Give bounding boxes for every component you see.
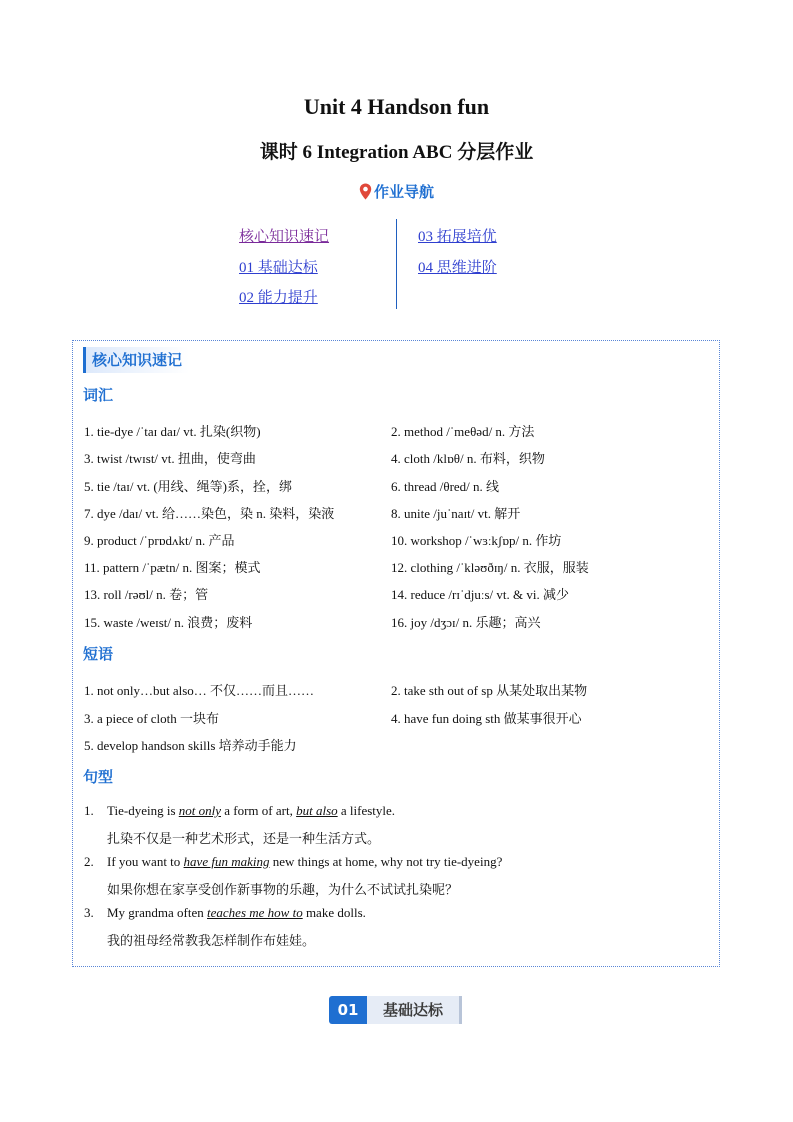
phrase-item: 5. develop handson skills 培养动手能力	[84, 738, 297, 753]
vocab-item: 14. reduce /rɪˈdjuːs/ vt. & vi. 减少	[391, 587, 570, 602]
vocab-item: 5. tie /taɪ/ vt. (用线、绳等)系，拴，绑	[84, 479, 292, 494]
sentence-text: make dolls.	[302, 905, 366, 920]
nav-link-extension[interactable]: 03 拓展培优	[418, 229, 497, 245]
nav-link-core-knowledge[interactable]: 核心知识速记	[239, 229, 330, 245]
vocab-item: 15. waste /weɪst/ n. 浪费；废料	[84, 615, 253, 630]
vocab-item: 6. thread /θred/ n. 线	[391, 479, 500, 494]
vocab-item: 12. clothing /ˈkləʊðɪŋ/ n. 衣服，服装	[391, 560, 589, 575]
sentence-english	[107, 905, 366, 921]
page-subtitle: 课时 6 Integration ABC 分层作业	[259, 142, 534, 163]
sentence-text: Tie-dyeing is	[107, 803, 179, 818]
sentence-key-phrase: have fun making	[183, 854, 270, 869]
vocab-item: 1. tie-dye /ˈtaɪ daɪ/ vt. 扎染(织物)	[84, 424, 261, 439]
sentence-chinese: 我的祖母经常教我怎样制作布娃娃。	[107, 933, 316, 948]
vocab-item: 2. method /ˈmeθəd/ n. 方法	[391, 424, 535, 439]
nav-heading-text: 作业导航	[373, 183, 434, 201]
sentence-text: a lifestyle.	[337, 803, 396, 818]
nav-link-basic[interactable]: 01 基础达标	[239, 260, 318, 276]
vocab-item: 7. dye /daɪ/ vt. 给……染色，染 n. 染料，染液	[84, 506, 335, 521]
sentence-chinese: 扎染不仅是一种艺术形式，还是一种生活方式。	[107, 831, 381, 846]
phrase-item: 4. have fun doing sth 做某事很开心	[391, 711, 582, 726]
sentence-text: If you want to	[107, 854, 184, 869]
sentence-chinese: 如果你想在家享受创作新事物的乐趣，为什么不试试扎染呢？	[107, 882, 459, 897]
section-tag-label: 基础达标	[367, 996, 462, 1024]
vocab-item: 3. twist /twɪst/ vt. 扭曲，使弯曲	[84, 451, 256, 466]
sentence-english	[107, 854, 502, 870]
section-tag-number: 01	[329, 996, 367, 1024]
phrases-heading: 短语	[83, 645, 114, 663]
core-knowledge-title: 核心知识速记	[83, 347, 189, 373]
vocab-item: 8. unite /juˈnaɪt/ vt. 解开	[391, 506, 521, 521]
homework-nav-heading	[0, 181, 793, 204]
sentence-text: My grandma often	[107, 905, 208, 920]
sentence-english	[107, 803, 395, 819]
sentence-number: 1.	[84, 803, 94, 818]
sentence-text: a form of art,	[221, 803, 297, 818]
phrase-item: 1. not only…but also… 不仅……而且……	[84, 683, 315, 698]
vocab-item: 11. pattern /ˈpætn/ n. 图案；模式	[84, 560, 261, 575]
vocab-item: 13. roll /rəʊl/ n. 卷；管	[84, 587, 209, 602]
sentence-number: 3.	[84, 905, 94, 920]
nav-link-thinking[interactable]: 04 思维进阶	[418, 260, 497, 276]
sentence-number: 2.	[84, 854, 94, 869]
vocab-item: 10. workshop /ˈwɜːkʃɒp/ n. 作坊	[391, 533, 562, 548]
sentences-heading: 句型	[83, 768, 114, 786]
location-pin-icon	[359, 183, 372, 204]
page-title: Unit 4 Handson fun	[303, 94, 490, 119]
vocab-item: 16. joy /dʒɔɪ/ n. 乐趣；高兴	[391, 615, 541, 630]
nav-divider	[396, 219, 397, 309]
sentence-key-phrase: teaches me how to	[207, 905, 303, 920]
phrase-item: 3. a piece of cloth 一块布	[84, 711, 220, 726]
nav-link-ability[interactable]: 02 能力提升	[239, 290, 318, 306]
sentence-key-phrase: not only	[178, 803, 221, 818]
vocab-item: 4. cloth /klɒθ/ n. 布料，织物	[391, 451, 545, 466]
section-tag-basic	[329, 996, 463, 1024]
sentence-key-phrase: but also	[296, 803, 338, 818]
phrase-item: 2. take sth out of sp 从某处取出某物	[391, 683, 588, 698]
sentence-text: new things at home, why not try tie-dyeing?	[269, 854, 503, 869]
vocab-item: 9. product /ˈprɒdʌkt/ n. 产品	[84, 533, 235, 548]
vocab-heading: 词汇	[83, 386, 114, 404]
